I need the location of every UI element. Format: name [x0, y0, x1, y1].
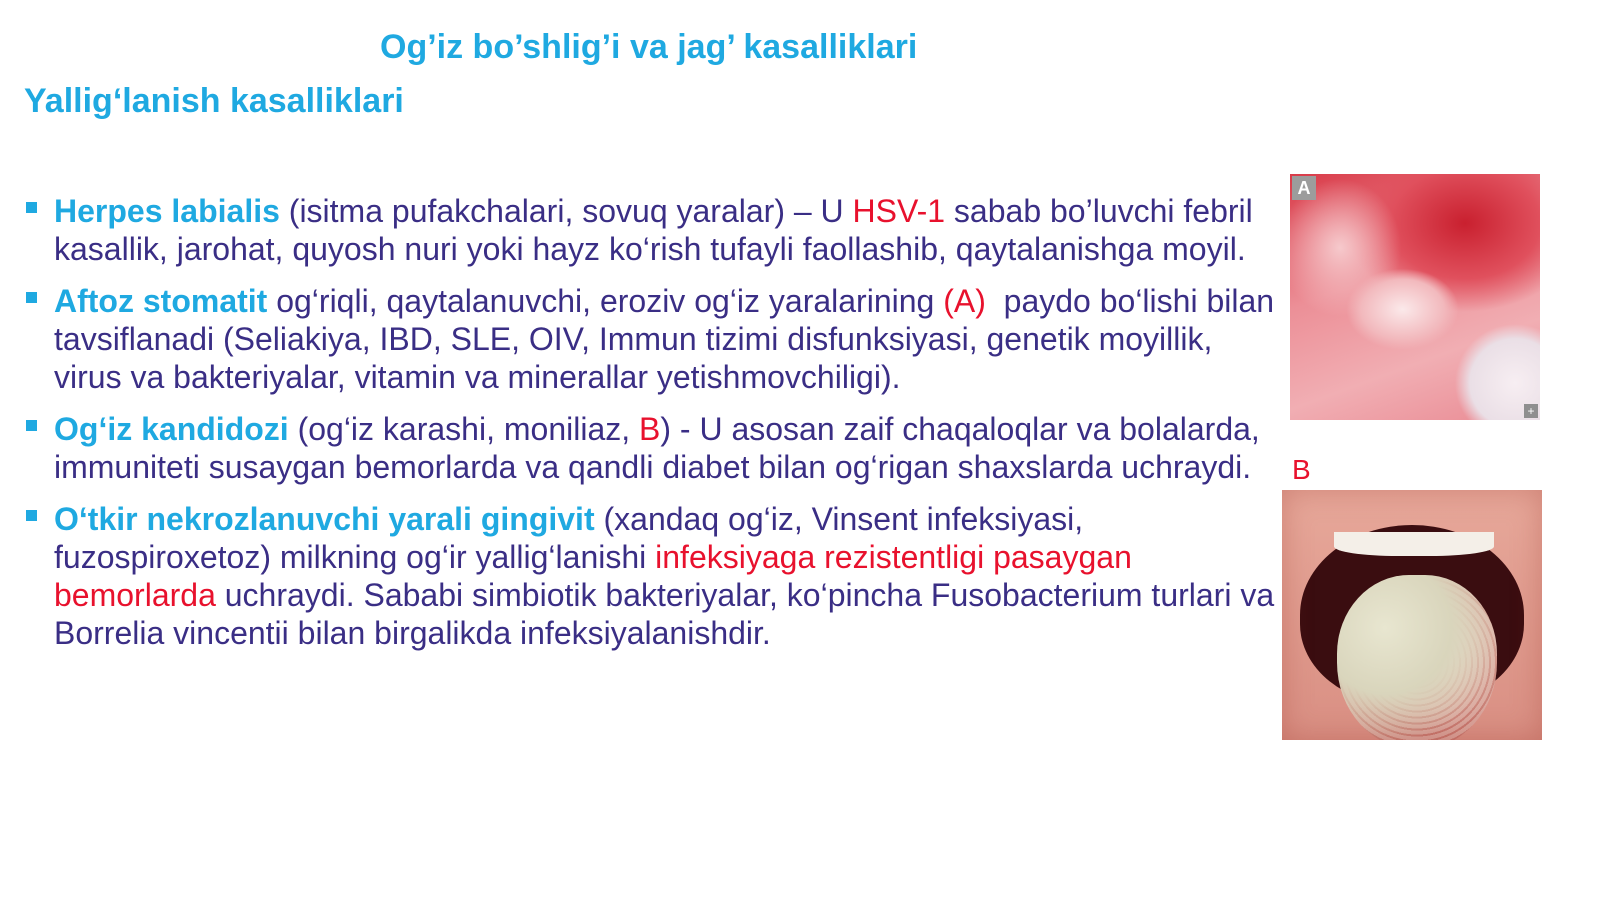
bullet-text: (og‘iz karashi, moniliaz,: [288, 411, 640, 447]
square-bullet-icon: [26, 420, 37, 431]
photo-tag-a: A: [1292, 176, 1316, 200]
bullet-highlight: B: [639, 411, 661, 447]
bullet-herpes: [26, 192, 1276, 268]
bullet-text: (isitma pufakchalari, sovuq yaralar) – U: [279, 193, 853, 229]
photo-label-b: B: [1292, 454, 1311, 485]
bullet-term: Herpes labialis: [54, 193, 280, 229]
bullet-highlight: (A): [943, 283, 986, 319]
bullet-highlight: infeksiyaga rezistentligi pasaygan bemorlarda: [54, 539, 1132, 613]
oral-candidiasis-photo: [1282, 490, 1542, 740]
bullet-term: Og‘iz kandidozi: [54, 411, 289, 447]
bullet-gingivit: [26, 500, 1276, 652]
bullet-text: uchraydi. Sababi simbiotik bakteriyalar, ko‘pincha Fusobacterium turlari va Borrelia vincentii bilan birgalikda infeksiyalanishdir.: [54, 577, 1275, 651]
bullet-text: (xandaq og‘iz, Vinsent infeksiyasi, fuzospiroxetoz) milkning og‘ir yallig‘lanishi: [54, 501, 1084, 575]
bullet-kandidoz: [26, 410, 1276, 486]
lip-shadow: [1282, 490, 1542, 740]
bullet-highlight: HSV-1: [852, 193, 946, 229]
square-bullet-icon: [26, 510, 37, 521]
square-bullet-icon: [26, 202, 37, 213]
bullet-text: og‘riqli, qaytalanuvchi, eroziv og‘iz yaralarining: [267, 283, 944, 319]
bullet-list: [26, 192, 1283, 666]
expand-icon[interactable]: +: [1524, 404, 1538, 418]
bullet-text: sabab bo’luvchi febril kasallik, jarohat, quyosh nuri yoki hayz ko‘rish tufayli faollashib, qaytalanishga moyil.: [54, 193, 1253, 267]
slide-subtitle: Yallig‘lanish kasalliklari: [24, 82, 404, 120]
bullet-text: ) - U asosan zaif chaqaloqlar va bolalarda, immuniteti susaygan bemorlarda va qandli diabet bilan og‘rigan shaxslarda uchraydi.: [54, 411, 1260, 485]
bullet-text: paydo bo‘lishi bilan tavsiflanadi (Seliakiya, IBD, SLE, OIV, Immun tizimi disfunksiyasi, genetik moyillik, virus va bakteriyalar, vitamin va minerallar yetishmovchiligi).: [54, 283, 1283, 395]
bullet-aftoz: [26, 282, 1283, 396]
slide-title: Og’iz bo’shlig’i va jag’ kasalliklari: [380, 28, 918, 66]
bullet-term: Aftoz stomatit: [54, 283, 268, 319]
bullet-term: O‘tkir nekrozlanuvchi yarali gingivit: [54, 501, 595, 537]
aphthous-ulcer-photo: [1290, 174, 1540, 420]
square-bullet-icon: [26, 292, 37, 303]
